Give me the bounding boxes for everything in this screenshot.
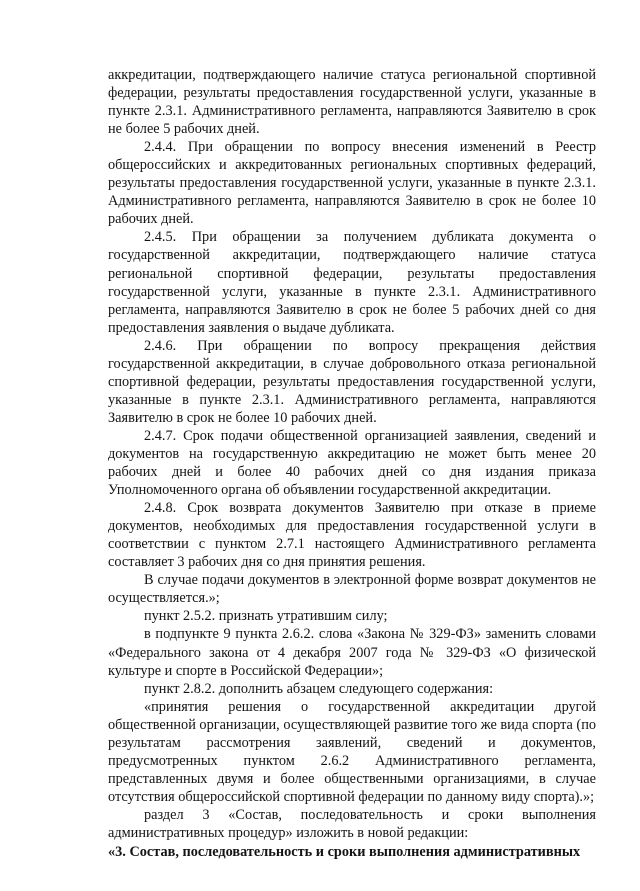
paragraph-2-4-5: 2.4.5. При обращении за получением дубликата документа о государственной аккредитации, подтверждающего наличие статуса региональной спортивной федерации, результаты предоставления государственной услуги, указанные в пункте 2.3.1. Административного регламента, направляются Заявителю в срок не более 5 рабочих дней со дня предоставления заявления о выдаче дубликата. [108, 229, 596, 336]
paragraph-electronic-form: В случае подачи документов в электронной форме возврат документов не осуществляется.»; [108, 572, 596, 607]
paragraph-2-8-2: пункт 2.8.2. дополнить абзацем следующего содержания: [144, 680, 494, 697]
paragraph-section-3: раздел 3 «Состав, последовательность и сроки выполнения административных процедур» изложить в новой редакции: [108, 806, 596, 841]
paragraph-2-4-4: 2.4.4. При обращении по вопросу внесения изменений в Реестр общероссийских и аккредитованных региональных спортивных федераций, результаты предоставления государственной услуги, указанные в пункте 2.3.1. Административного регламента, направляются Заявителю в срок не более 10 рабочих дней. [108, 139, 596, 228]
section-heading: «3. Состав, последовательность и сроки выполнения административных [108, 844, 581, 861]
paragraph-2-6-2: в подпункте 9 пункта 2.6.2. слова «Закона № 329-ФЗ» заменить словами «Федерального закона от 4 декабря 2007 года № 329-ФЗ «О физической культуре и спорте в Российской Федерации»; [108, 626, 596, 679]
paragraph-2-4-8: 2.4.8. Срок возврата документов Заявителю при отказе в приеме документов, необходимых для предоставления государственной услуги в соответствии с пунктом 2.7.1 настоящего Административного регламента составляет 3 рабочих дня со дня принятия решения. [108, 500, 596, 571]
paragraph-2-4-6: 2.4.6. При обращении по вопросу прекращения действия государственной аккредитации, в случае добровольного отказа региональной спортивной федерации, результаты предоставления государственной услуги, указанные в пункте 2.3.1. Административного регламента, направляются Заявителю в срок не более 10 рабочих дней. [108, 337, 596, 426]
paragraph-continuation: аккредитации, подтверждающего наличие статуса региональной спортивной федерации, результаты предоставления государственной услуги, указанные в пункте 2.3.1. Административного регламента, направляются Заявителю в срок не более 5 рабочих дней. [108, 67, 596, 138]
document-page [108, 66, 596, 861]
paragraph-2-4-7: 2.4.7. Срок подачи общественной организацией заявления, сведений и документов на государственную аккредитацию не может быть менее 20 рабочих дней и более 40 рабочих дней со дня издания приказа Уполномоченного органа об объявлении государственной аккредитации. [108, 427, 596, 499]
paragraph-quote-decision: «принятия решения о государственной аккредитации другой общественной организации, осуществляющей развитие того же вида спорта (по результатам рассмотрения заявлений, сведений и документов, предусмотренных пунктом 2.6.2 Административного регламента, представленных двумя и более общественными организациями, в случае отсутствия общероссийской спортивной федерации по данному виду спорта).»; [108, 698, 596, 805]
paragraph-2-5-2: пункт 2.5.2. признать утратившим силу; [144, 608, 388, 625]
